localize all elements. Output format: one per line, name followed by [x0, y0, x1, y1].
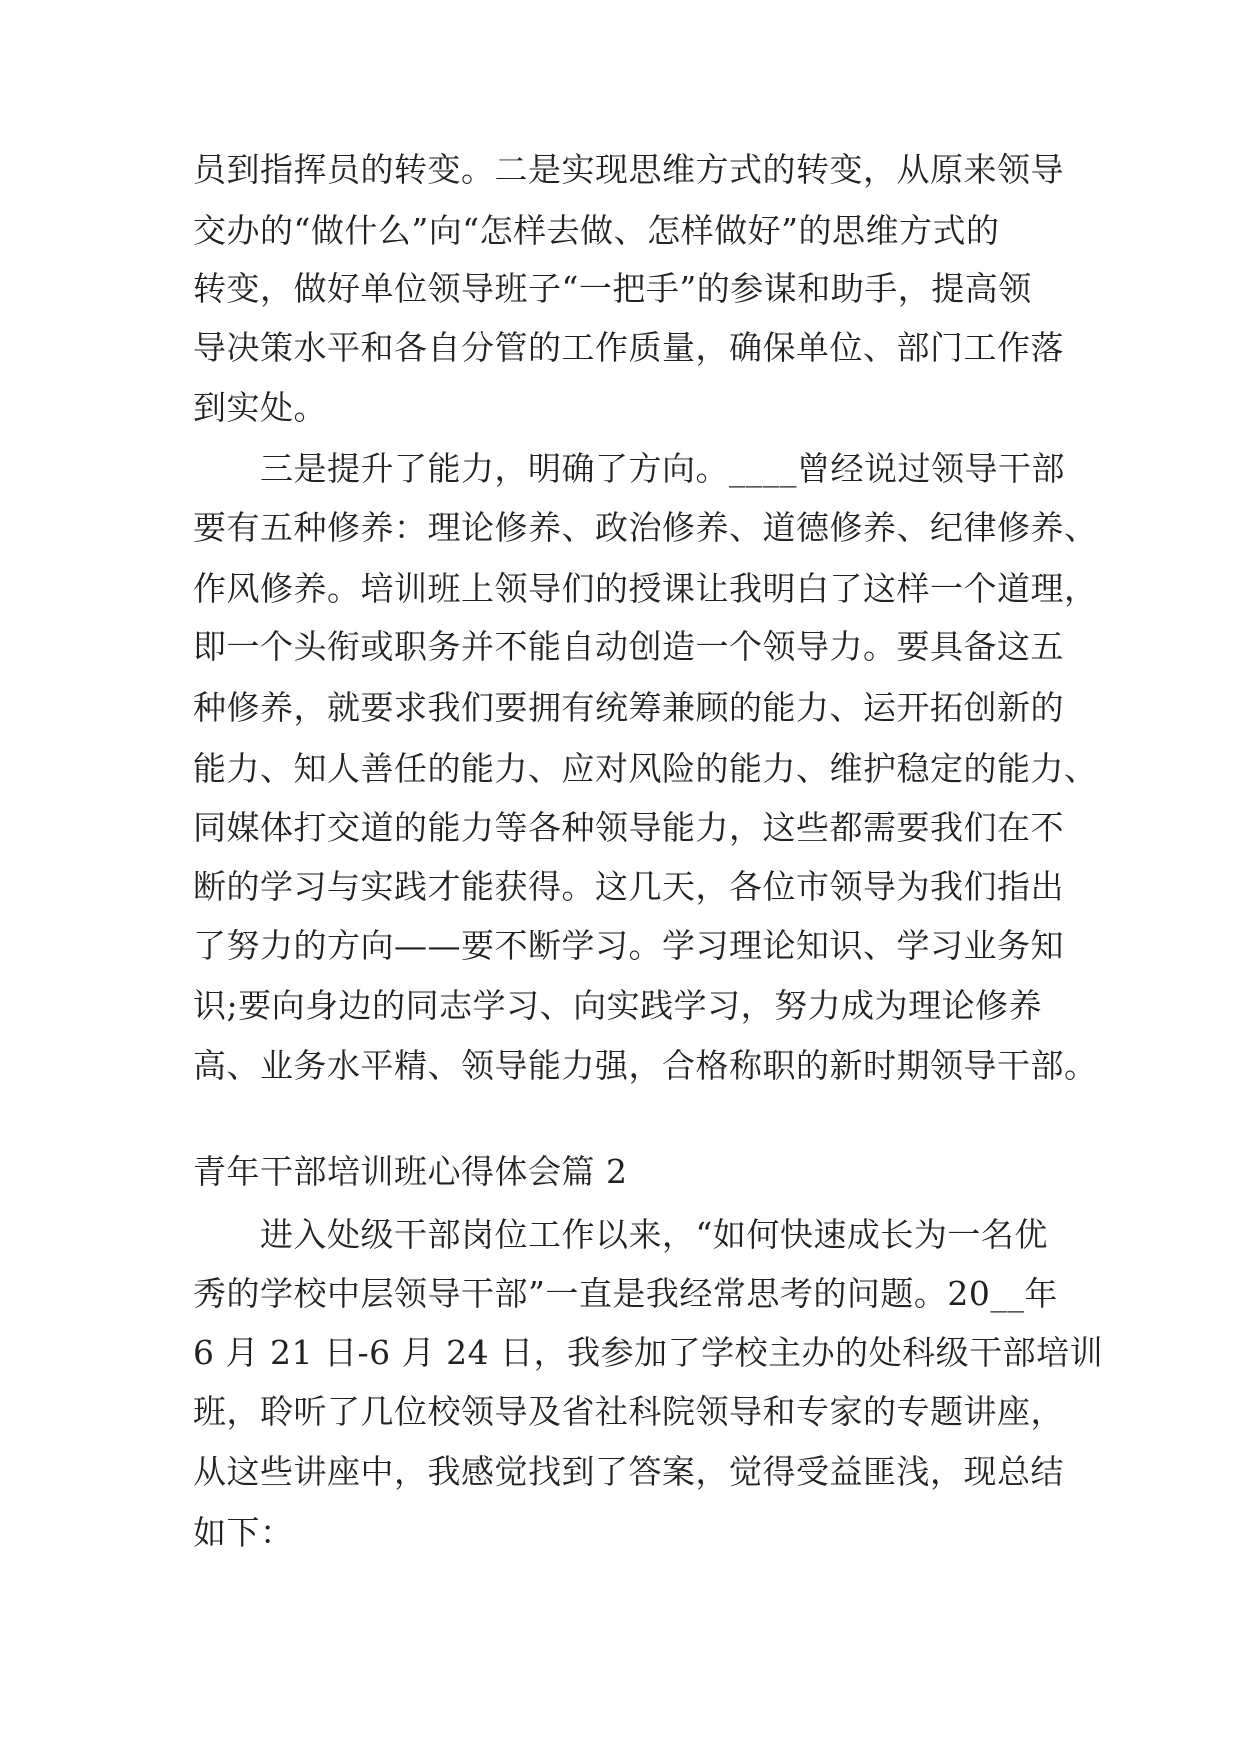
paragraph-line: 即一个头衔或职务并不能自动创造一个领导力。要具备这五 — [193, 627, 1064, 666]
paragraph-line: 高、业务水平精、领导能力强，合格称职的新时期领导干部。 — [193, 1046, 1098, 1085]
paragraph-line: 断的学习与实践才能获得。这几天，各位市领导为我们指出 — [193, 867, 1064, 906]
paragraph-line: 导决策水平和各自分管的工作质量，确保单位、部门工作落 — [193, 328, 1064, 367]
paragraph-line: 种修养，就要求我们要拥有统筹兼顾的能力、运开拓创新的 — [193, 688, 1064, 727]
paragraph-line: 能力、知人善任的能力、应对风险的能力、维护稳定的能力、 — [193, 749, 1098, 788]
paragraph-line: 从这些讲座中，我感觉找到了答案，觉得受益匪浅，现总结 — [193, 1452, 1064, 1491]
paragraph-line: 班，聆听了几位校领导及省社科院领导和专家的专题讲座， — [193, 1392, 1064, 1431]
paragraph-line: 进入处级干部岗位工作以来，“如何快速成长为一名优 — [260, 1215, 1048, 1254]
paragraph-line: 同媒体打交道的能力等各种领导能力，这些都需要我们在不 — [193, 808, 1064, 847]
paragraph-line: 转变，做好单位领导班子“一把手”的参谋和助手，提高领 — [193, 269, 1032, 308]
paragraph-line: 作风修养。培训班上领导们的授课让我明白了这样一个道理， — [193, 569, 1098, 608]
paragraph-line: 员到指挥员的转变。二是实现思维方式的转变，从原来领导 — [193, 150, 1064, 189]
paragraph-line: 交办的“做什么”向“怎样去做、怎样做好”的思维方式的 — [193, 211, 1000, 250]
paragraph-line: 三是提升了能力，明确了方向。____曾经说过领导干部 — [260, 449, 1065, 488]
paragraph-line: 如下： — [193, 1513, 294, 1552]
paragraph-line: 秀的学校中层领导干部”一直是我经常思考的问题。20__年 — [193, 1274, 1058, 1313]
paragraph-line: 6 月 21 日-6 月 24 日，我参加了学校主办的处科级干部培训 — [193, 1333, 1104, 1372]
paragraph-line: 要有五种修养：理论修养、政治修养、道德修养、纪律修养、 — [193, 508, 1098, 547]
paragraph-line: 到实处。 — [193, 388, 327, 427]
section-title: 青年干部培训班心得体会篇 2 — [193, 1152, 628, 1191]
paragraph-line: 识;要向身边的同志学习、向实践学习，努力成为理论修养 — [193, 986, 1043, 1025]
paragraph-line: 了努力的方向——要不断学习。学习理论知识、学习业务知 — [193, 926, 1064, 965]
